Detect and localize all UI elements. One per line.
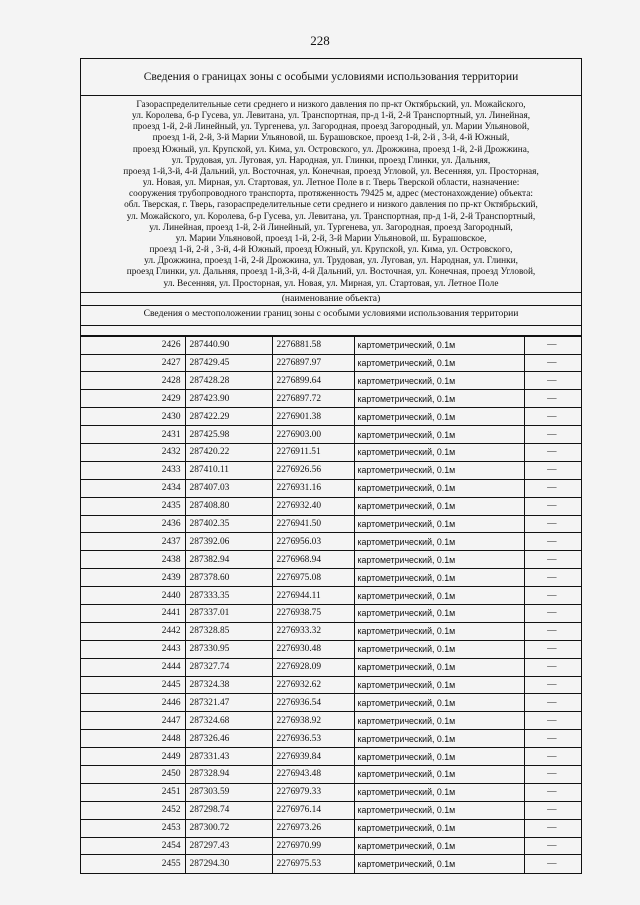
method-accuracy: картометрический, 0.1м (354, 569, 524, 587)
table-row (81, 855, 581, 873)
method-accuracy: картометрический, 0.1м (354, 354, 524, 372)
table-row (81, 479, 581, 497)
coord-x: 287327.74 (185, 658, 272, 676)
table-row (81, 694, 581, 712)
method-accuracy: картометрический, 0.1м (354, 766, 524, 784)
method-accuracy: картометрический, 0.1м (354, 801, 524, 819)
description-dash: — (524, 551, 581, 569)
coord-x: 287303.59 (185, 783, 272, 801)
description-dash: — (524, 730, 581, 748)
point-number: 2432 (81, 444, 185, 462)
coord-x: 287331.43 (185, 748, 272, 766)
description-dash: — (524, 479, 581, 497)
table-row (81, 605, 581, 623)
point-number: 2453 (81, 819, 185, 837)
description-dash: — (524, 426, 581, 444)
method-accuracy: картометрический, 0.1м (354, 694, 524, 712)
point-number: 2434 (81, 479, 185, 497)
description-line: ул. Новая, ул. Мирная, ул. Стартовая, ул. Летное Поле в г. Тверь Тверской области, назначение: (142, 178, 520, 189)
coord-y: 2276932.62 (272, 676, 354, 694)
description-line: ул. Линейная, проезд 1-й, 2-й Линейный, ул. Тургенева, ул. Загородная, проезд Загородный, (149, 222, 513, 233)
table-row (81, 533, 581, 551)
table-row (81, 712, 581, 730)
method-accuracy: картометрический, 0.1м (354, 640, 524, 658)
description-line: проезд 1-й,3-й, 4-й Дальний, ул. Восточная, ул. Конечная, проезд Угловой, ул. Весенняя, ул. Просторная, (123, 166, 539, 177)
description-dash: — (524, 801, 581, 819)
coord-x: 287298.74 (185, 801, 272, 819)
method-accuracy: картометрический, 0.1м (354, 515, 524, 533)
table-row (81, 783, 581, 801)
table-row (81, 354, 581, 372)
coord-x: 287407.03 (185, 479, 272, 497)
coord-x: 287429.45 (185, 354, 272, 372)
point-number: 2442 (81, 622, 185, 640)
description-dash: — (524, 354, 581, 372)
table-row (81, 766, 581, 784)
coord-y: 2276975.08 (272, 569, 354, 587)
point-number: 2447 (81, 712, 185, 730)
coord-x: 287392.06 (185, 533, 272, 551)
point-number: 2428 (81, 372, 185, 390)
coord-x: 287330.95 (185, 640, 272, 658)
method-accuracy: картометрический, 0.1м (354, 819, 524, 837)
description-line: ул. Трудовая, ул. Луговая, ул. Народная, ул. Глинки, проезд Глинки, ул. Дальняя, (171, 155, 491, 166)
description-line: Газораспределительные сети среднего и низкого давления по пр-кт Октябрьский, ул. Можайского, (136, 100, 526, 110)
method-accuracy: картометрический, 0.1м (354, 533, 524, 551)
method-accuracy: картометрический, 0.1м (354, 837, 524, 855)
point-number: 2454 (81, 837, 185, 855)
description-line: проезд Южный, ул. Крупской, ул. Кима, ул. Островского, ул. Дрожжина, проезд 1-й, 2-й Дрожжина, (132, 144, 530, 155)
coord-x: 287300.72 (185, 819, 272, 837)
coord-y: 2276903.00 (272, 426, 354, 444)
description-line: ул. Королева, б-р Гусева, ул. Левитана, ул. Транспортная, пр-д 1-й, 2-й Транспортный, ул. Линейная, (131, 111, 531, 122)
coord-x: 287425.98 (185, 426, 272, 444)
method-accuracy: картометрический, 0.1м (354, 479, 524, 497)
point-number: 2443 (81, 640, 185, 658)
coord-y: 2276932.40 (272, 497, 354, 515)
description-dash: — (524, 658, 581, 676)
table-row (81, 569, 581, 587)
table-row (81, 640, 581, 658)
coord-y: 2276897.97 (272, 354, 354, 372)
coord-x: 287382.94 (185, 551, 272, 569)
description-line: обл. Тверская, г. Тверь, газораспределительные сети среднего и низкого давления по пр-кт Октябрьский, (124, 200, 538, 211)
point-number: 2448 (81, 730, 185, 748)
description-dash: — (524, 819, 581, 837)
description-dash: — (524, 783, 581, 801)
table-row (81, 551, 581, 569)
point-number: 2436 (81, 515, 185, 533)
coord-y: 2276941.50 (272, 515, 354, 533)
coord-x: 287408.80 (185, 497, 272, 515)
coord-y: 2276933.32 (272, 622, 354, 640)
description-dash: — (524, 408, 581, 426)
point-number: 2431 (81, 426, 185, 444)
method-accuracy: картометрический, 0.1м (354, 390, 524, 408)
coord-y: 2276944.11 (272, 587, 354, 605)
description-line: проезд 1-й, 2-й , 3-й, 4-й Южный, проезд Южный, ул. Крупской, ул. Кима, ул. Островского, (149, 245, 513, 256)
coord-x: 287337.01 (185, 605, 272, 623)
description-dash: — (524, 640, 581, 658)
table-row (81, 461, 581, 479)
description-dash: — (524, 694, 581, 712)
coord-x: 287402.35 (185, 515, 272, 533)
coord-x: 287324.68 (185, 712, 272, 730)
description-dash: — (524, 569, 581, 587)
object-name-caption: (наименование объекта) (81, 292, 581, 305)
coord-x: 287294.30 (185, 855, 272, 873)
point-number: 2430 (81, 408, 185, 426)
description-dash: — (524, 712, 581, 730)
coord-y: 2276930.48 (272, 640, 354, 658)
method-accuracy: картометрический, 0.1м (354, 730, 524, 748)
table-row (81, 497, 581, 515)
point-number: 2445 (81, 676, 185, 694)
coord-y: 2276973.26 (272, 819, 354, 837)
coord-x: 287297.43 (185, 837, 272, 855)
point-number: 2452 (81, 801, 185, 819)
method-accuracy: картометрический, 0.1м (354, 658, 524, 676)
description-dash: — (524, 372, 581, 390)
description-line: ул. Весенняя, ул. Просторная, ул. Новая, ул. Мирная, ул. Стартовая, ул. Летное Поле (163, 278, 499, 289)
table-header-spacer (81, 326, 581, 336)
coordinates-table (81, 336, 581, 873)
method-accuracy: картометрический, 0.1м (354, 712, 524, 730)
description-dash: — (524, 605, 581, 623)
description-line: ул. Можайского, ул. Королева, б-р Гусева, ул. Левитана, ул. Транспортная, пр-д 1-й, 2-й Транспортный, (126, 211, 536, 222)
description-line: сооружения трубопроводного транспорта, протяженность 79425 м, адрес (местонахождение) объекта: (129, 189, 533, 200)
coord-y: 2276939.84 (272, 748, 354, 766)
location-title: Сведения о местоположении границ зоны с особыми условиями использования территории (81, 305, 581, 326)
table-row (81, 622, 581, 640)
coord-x: 287326.46 (185, 730, 272, 748)
description-dash: — (524, 444, 581, 462)
coord-x: 287328.94 (185, 766, 272, 784)
description-dash: — (524, 533, 581, 551)
description-line: проезд 1-й, 2-й Линейный, ул. Тургенева, ул. Загородная, проезд Загородный, ул. Марии Ульяновой, (132, 122, 530, 133)
coord-y: 2276926.56 (272, 461, 354, 479)
method-accuracy: картометрический, 0.1м (354, 676, 524, 694)
method-accuracy: картометрический, 0.1м (354, 497, 524, 515)
description-dash: — (524, 766, 581, 784)
table-row (81, 801, 581, 819)
method-accuracy: картометрический, 0.1м (354, 426, 524, 444)
method-accuracy: картометрический, 0.1м (354, 783, 524, 801)
method-accuracy: картометрический, 0.1м (354, 551, 524, 569)
method-accuracy: картометрический, 0.1м (354, 605, 524, 623)
method-accuracy: картометрический, 0.1м (354, 336, 524, 354)
table-row (81, 426, 581, 444)
point-number: 2439 (81, 569, 185, 587)
point-number: 2449 (81, 748, 185, 766)
point-number: 2446 (81, 694, 185, 712)
coord-y: 2276956.03 (272, 533, 354, 551)
method-accuracy: картометрический, 0.1м (354, 408, 524, 426)
description-line: ул. Марии Ульяновой, проезд 1-й, 2-й, 3-й Марии Ульяновой, ш. Бурашовское, (175, 233, 487, 244)
table-row (81, 658, 581, 676)
coord-y: 2276911.51 (272, 444, 354, 462)
method-accuracy: картометрический, 0.1м (354, 855, 524, 873)
table-row (81, 408, 581, 426)
description-line: проезд Глинки, ул. Дальняя, проезд 1-й,3-й, 4-й Дальний, ул. Восточная, ул. Конечная, проезд Угловой, (126, 267, 536, 278)
coord-y: 2276968.94 (272, 551, 354, 569)
point-number: 2433 (81, 461, 185, 479)
header-title: Сведения о границах зоны с особыми условиями использования территории (81, 59, 581, 96)
coord-y: 2276936.53 (272, 730, 354, 748)
coord-x: 287324.38 (185, 676, 272, 694)
point-number: 2444 (81, 658, 185, 676)
point-number: 2426 (81, 336, 185, 354)
point-number: 2441 (81, 605, 185, 623)
coord-y: 2276938.75 (272, 605, 354, 623)
point-number: 2437 (81, 533, 185, 551)
point-number: 2451 (81, 783, 185, 801)
page-number: 228 (310, 33, 330, 48)
coord-x: 287410.11 (185, 461, 272, 479)
description-dash: — (524, 622, 581, 640)
description-line: ул. Дрожжина, проезд 1-й, 2-й Дрожжина, ул. Трудовая, ул. Луговая, ул. Народная, ул. Глинки, (144, 256, 518, 267)
point-number: 2435 (81, 497, 185, 515)
table-row (81, 515, 581, 533)
coord-y: 2276931.16 (272, 479, 354, 497)
coord-x: 287420.22 (185, 444, 272, 462)
method-accuracy: картометрический, 0.1м (354, 587, 524, 605)
coord-x: 287333.35 (185, 587, 272, 605)
table-row (81, 819, 581, 837)
coord-x: 287423.90 (185, 390, 272, 408)
table-row (81, 390, 581, 408)
point-number: 2429 (81, 390, 185, 408)
description-dash: — (524, 676, 581, 694)
point-number: 2438 (81, 551, 185, 569)
coord-x: 287422.29 (185, 408, 272, 426)
coord-y: 2276897.72 (272, 390, 354, 408)
coord-y: 2276976.14 (272, 801, 354, 819)
coord-y: 2276943.48 (272, 766, 354, 784)
table-row (81, 372, 581, 390)
table-row (81, 444, 581, 462)
table-row (81, 336, 581, 354)
table-row (81, 730, 581, 748)
coord-y: 2276936.54 (272, 694, 354, 712)
description-line: проезд 1-й, 2-й, 3-й Марии Ульяновой, ш. Бурашовское, проезд 1-й, 2-й , 3-й, 4-й Южный, (152, 133, 510, 144)
method-accuracy: картометрический, 0.1м (354, 622, 524, 640)
point-number: 2455 (81, 855, 185, 873)
method-accuracy: картометрический, 0.1м (354, 748, 524, 766)
coord-y: 2276938.92 (272, 712, 354, 730)
object-description (81, 96, 581, 292)
coord-x: 287428.28 (185, 372, 272, 390)
table-row (81, 837, 581, 855)
coord-x: 287378.60 (185, 569, 272, 587)
coord-y: 2276975.53 (272, 855, 354, 873)
method-accuracy: картометрический, 0.1м (354, 372, 524, 390)
coord-x: 287328.85 (185, 622, 272, 640)
coord-y: 2276899.64 (272, 372, 354, 390)
table-row (81, 676, 581, 694)
description-dash: — (524, 497, 581, 515)
coord-y: 2276970.99 (272, 837, 354, 855)
method-accuracy: картометрический, 0.1м (354, 444, 524, 462)
coord-y: 2276881.58 (272, 336, 354, 354)
coord-y: 2276928.09 (272, 658, 354, 676)
description-dash: — (524, 336, 581, 354)
description-dash: — (524, 587, 581, 605)
description-dash: — (524, 748, 581, 766)
description-dash: — (524, 515, 581, 533)
coord-y: 2276901.38 (272, 408, 354, 426)
coord-x: 287440.90 (185, 336, 272, 354)
zone-boundary-document (80, 58, 582, 874)
description-dash: — (524, 390, 581, 408)
description-dash: — (524, 461, 581, 479)
point-number: 2427 (81, 354, 185, 372)
description-dash: — (524, 855, 581, 873)
point-number: 2440 (81, 587, 185, 605)
table-row (81, 748, 581, 766)
point-number: 2450 (81, 766, 185, 784)
method-accuracy: картометрический, 0.1м (354, 461, 524, 479)
coord-x: 287321.47 (185, 694, 272, 712)
table-row (81, 587, 581, 605)
description-dash: — (524, 837, 581, 855)
coord-y: 2276979.33 (272, 783, 354, 801)
